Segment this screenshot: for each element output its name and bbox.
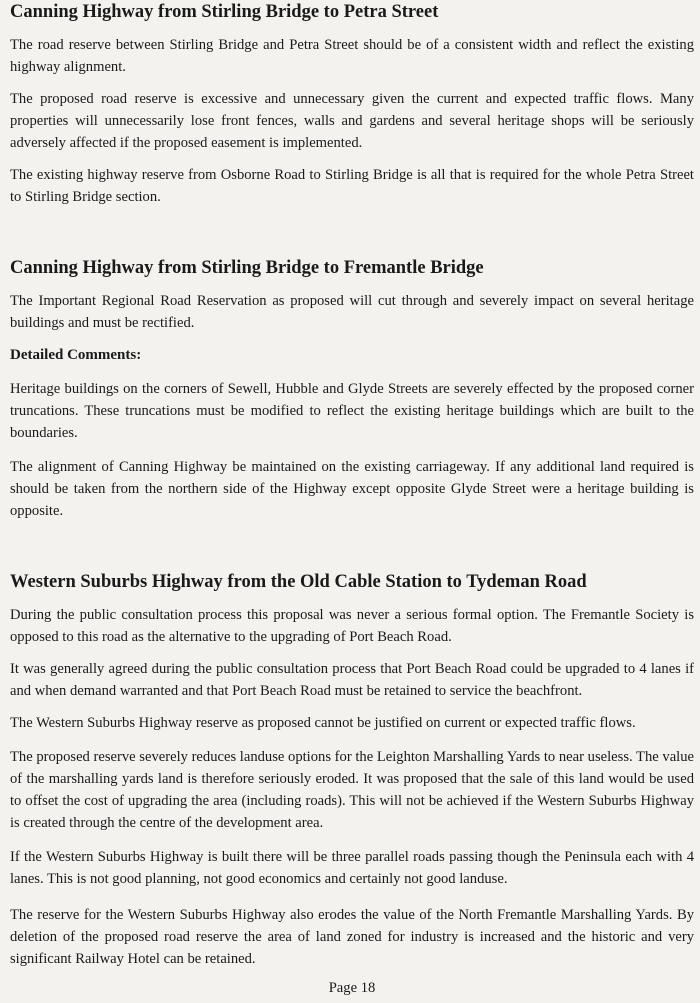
paragraph: If the Western Suburbs Highway is built there will be three parallel roads passing though the Peninsula each with 4 lanes. This is not good planning, not good economics and certainly not good landuse.: [10, 849, 694, 887]
paragraph: The Important Regional Road Reservation as proposed will cut through and severely impact on several heritage buildings and must be rectified.: [10, 293, 694, 331]
section-heading-fremantle-bridge: Canning Highway from Stirling Bridge to Fremantle Bridge: [10, 258, 484, 278]
paragraph: The proposed road reserve is excessive and unnecessary given the current and expected traffic flows. Many properties will unnecessarily lose front fences, walls and gardens and several heritage shops will be seriously adversely affected if the proposed easement is implemented.: [10, 91, 694, 151]
paragraph: The proposed reserve severely reduces landuse options for the Leighton Marshalling Yards to near useless. The value of the marshalling yards land is therefore seriously eroded. It was proposed that the sale of this land would be used to offset the cost of upgrading the area (including roads). This will not be achieved if the Western Suburbs Highway is created through the centre of the development area.: [10, 749, 694, 831]
section-heading-petra-street: Canning Highway from Stirling Bridge to Petra Street: [10, 2, 439, 22]
detailed-comments-subheading: Detailed Comments:: [10, 347, 142, 363]
page-number: Page 18: [328, 980, 376, 996]
section-heading-western-suburbs: Western Suburbs Highway from the Old Cable Station to Tydeman Road: [10, 572, 587, 592]
paragraph: The reserve for the Western Suburbs Highway also erodes the value of the North Fremantle Marshalling Yards. By deletion of the proposed road reserve the area of land zoned for industry is increased and the historic and very significant Railway Hotel can be retained.: [10, 907, 694, 967]
paragraph: During the public consultation process this proposal was never a serious formal option. The Fremantle Society is opposed to this road as the alternative to the upgrading of Port Beach Road.: [10, 607, 694, 645]
paragraph: Heritage buildings on the corners of Sewell, Hubble and Glyde Streets are severely effected by the proposed corner truncations. These truncations must be modified to reflect the existing heritage buildings which are built to the boundaries.: [10, 381, 694, 441]
paragraph: The road reserve between Stirling Bridge and Petra Street should be of a consistent width and reflect the existing highway alignment.: [10, 37, 694, 75]
paragraph: The alignment of Canning Highway be maintained on the existing carriageway. If any additional land required is should be taken from the northern side of the Highway except opposite Glyde Street were a heritage building is opposite.: [10, 459, 694, 519]
paragraph: The Western Suburbs Highway reserve as proposed cannot be justified on current or expected traffic flows.: [10, 715, 636, 731]
paragraph: The existing highway reserve from Osborne Road to Stirling Bridge is all that is required for the whole Petra Street to Stirling Bridge section.: [10, 167, 694, 205]
paragraph: It was generally agreed during the public consultation process that Port Beach Road could be upgraded to 4 lanes if and when demand warranted and that Port Beach Road must be retained to service the beachfront.: [10, 661, 694, 699]
